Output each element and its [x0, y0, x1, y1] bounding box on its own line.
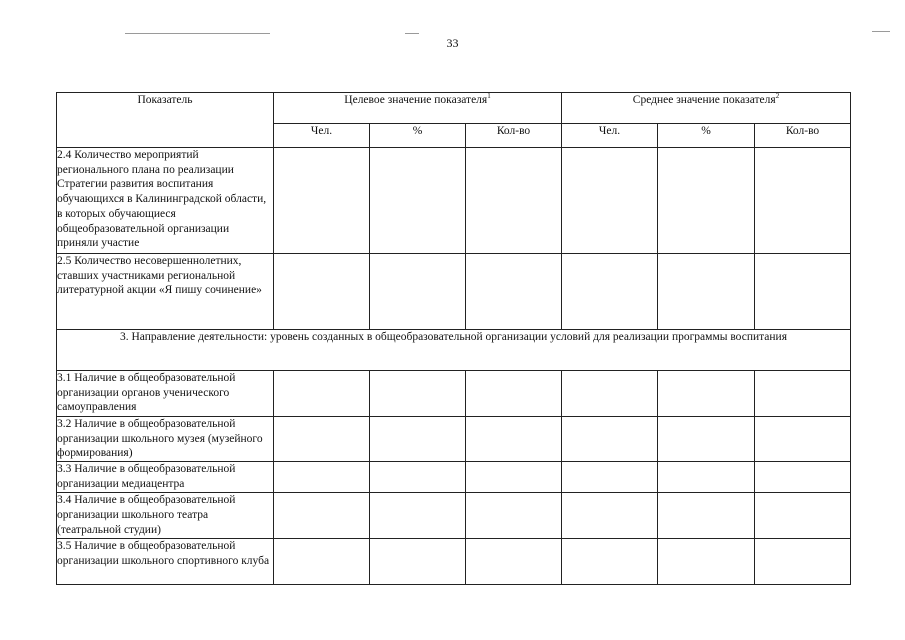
footnote-mark-1: 1 [487, 92, 491, 100]
header-indicator: Показатель [57, 93, 274, 148]
value-cell [274, 148, 370, 254]
scan-mark-top-center [405, 33, 419, 34]
value-cell [658, 493, 755, 539]
table-row [57, 371, 851, 417]
scan-mark-top-right [872, 31, 890, 32]
section-row [57, 330, 851, 371]
value-cell [755, 539, 851, 585]
table-row [57, 462, 851, 493]
table-row [57, 417, 851, 462]
table-row [57, 539, 851, 585]
subheader-target-count: Кол-во [466, 124, 562, 148]
value-cell [274, 417, 370, 462]
value-cell [562, 462, 658, 493]
value-cell [274, 462, 370, 493]
value-cell [466, 493, 562, 539]
table-row [57, 493, 851, 539]
footnote-mark-2: 2 [775, 92, 780, 100]
value-cell [370, 539, 466, 585]
indicator-label: 3.2 Наличие в общеобразовательной организации школьного музея (музейного формирования) [57, 417, 274, 462]
value-cell [755, 417, 851, 462]
subheader-average-count: Кол-во [755, 124, 851, 148]
value-cell [755, 148, 851, 254]
section-heading: 3. Направление деятельности: уровень созданных в общеобразовательной организации условий для реализации программы воспитания [57, 330, 851, 371]
value-cell [466, 148, 562, 254]
value-cell [658, 462, 755, 493]
indicator-label: 3.3 Наличие в общеобразовательной организации медиацентра [57, 462, 274, 493]
indicator-label: 2.4 Количество мероприятий регионального плана по реализации Стратегии развития воспитания обучающихся в Калининградской области, в которых обучающиеся общеобразовательной организации приняли участие [57, 148, 274, 254]
value-cell [370, 417, 466, 462]
value-cell [370, 148, 466, 254]
subheader-target-people: Чел. [274, 124, 370, 148]
value-cell [562, 417, 658, 462]
value-cell [658, 371, 755, 417]
value-cell [562, 493, 658, 539]
header-average-value [562, 93, 851, 124]
indicator-table [56, 92, 851, 585]
value-cell [466, 254, 562, 330]
value-cell [755, 254, 851, 330]
value-cell [755, 493, 851, 539]
indicator-label: 2.5 Количество несовершеннолетних, ставших участниками региональной литературной акции «Я пишу сочинение» [57, 254, 274, 330]
value-cell [370, 493, 466, 539]
value-cell [274, 254, 370, 330]
header-target-label: Целевое значение показателя [344, 94, 488, 106]
value-cell [755, 462, 851, 493]
header-average-label: Среднее значение показателя [632, 94, 776, 106]
value-cell [658, 417, 755, 462]
value-cell [370, 371, 466, 417]
value-cell [658, 148, 755, 254]
value-cell [562, 148, 658, 254]
value-cell [562, 539, 658, 585]
value-cell [658, 254, 755, 330]
value-cell [274, 493, 370, 539]
value-cell [274, 371, 370, 417]
value-cell [466, 462, 562, 493]
table-row [57, 148, 851, 254]
header-target-value [274, 93, 562, 124]
value-cell [274, 539, 370, 585]
value-cell [466, 539, 562, 585]
value-cell [755, 371, 851, 417]
value-cell [562, 254, 658, 330]
value-cell [466, 371, 562, 417]
page-number: 33 [446, 36, 459, 50]
indicator-label: 3.4 Наличие в общеобразовательной организации школьного театра (театральной студии) [57, 493, 274, 539]
subheader-average-people: Чел. [562, 124, 658, 148]
value-cell [658, 539, 755, 585]
value-cell [370, 254, 466, 330]
value-cell [562, 371, 658, 417]
scan-mark-top-left [125, 33, 270, 34]
indicator-label: 3.5 Наличие в общеобразовательной организации школьного спортивного клуба [57, 539, 274, 585]
table-row [57, 254, 851, 330]
indicator-label: 3.1 Наличие в общеобразовательной организации органов ученического самоуправления [57, 371, 274, 417]
subheader-target-percent: % [370, 124, 466, 148]
value-cell [466, 417, 562, 462]
value-cell [370, 462, 466, 493]
subheader-average-percent: % [658, 124, 755, 148]
